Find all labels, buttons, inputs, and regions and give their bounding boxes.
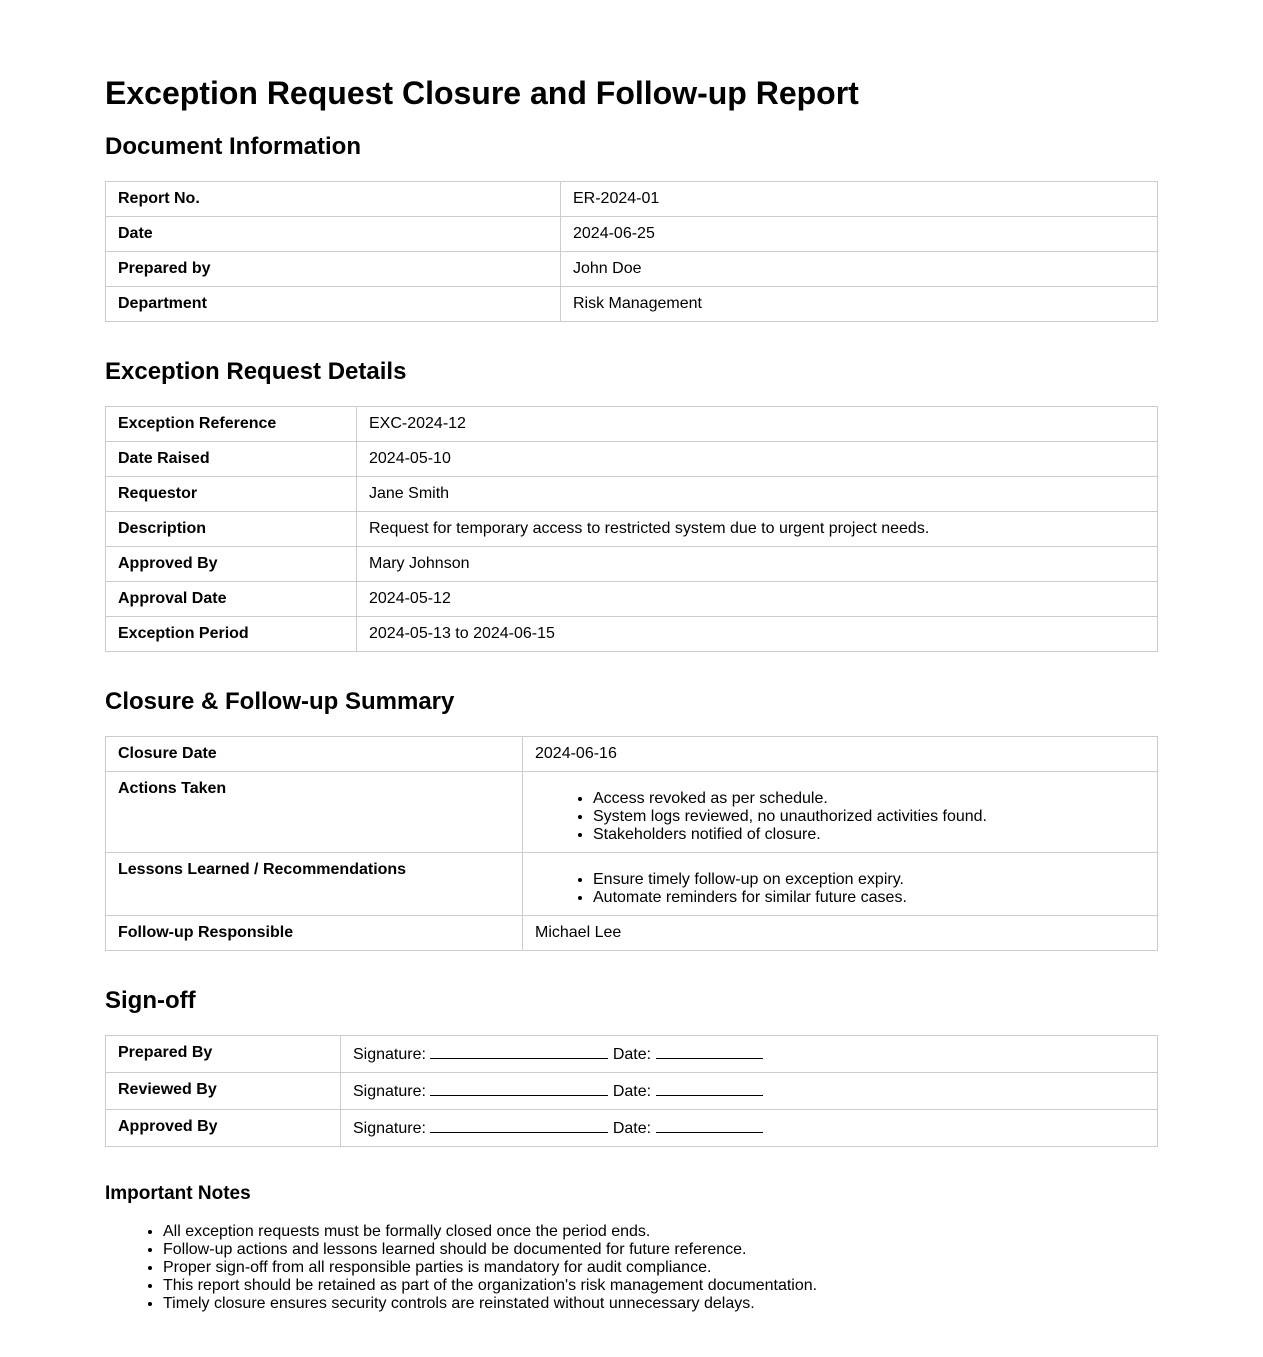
table-row — [106, 1073, 1158, 1110]
table-row — [106, 442, 1158, 477]
date-label: Date: — [612, 1120, 652, 1137]
list-item: • Access revoked as per schedule. — [593, 790, 1145, 808]
list-item: • All exception requests must be formally closed once the period ends. — [163, 1223, 1158, 1241]
exception-period-label: Exception Period — [106, 617, 357, 652]
list-item: • Automate reminders for similar future cases. — [593, 889, 1145, 907]
list-item: • System logs reviewed, no unauthorized activities found. — [593, 808, 1145, 826]
page-title: Exception Request Closure and Follow-up Report — [105, 75, 859, 111]
exception-period-value: 2024-05-13 to 2024-06-15 — [357, 617, 1158, 652]
date-label: Date — [106, 217, 561, 252]
requestor-label: Requestor — [106, 477, 357, 512]
signoff-approved-by-label: Approved By — [106, 1110, 341, 1147]
closure-date-label: Closure Date — [106, 737, 523, 772]
signature-label: Signature: — [353, 1120, 426, 1137]
table-row — [106, 1036, 1158, 1073]
exception-details-table — [105, 406, 1158, 652]
signature-label: Signature: — [353, 1046, 426, 1063]
table-row — [106, 916, 1158, 951]
report-page — [105, 0, 1158, 1313]
document-information-heading: Document Information — [105, 133, 361, 160]
description-value: Request for temporary access to restricted system due to urgent project needs. — [357, 512, 1158, 547]
department-value: Risk Management — [561, 287, 1158, 322]
actions-taken-cell — [523, 772, 1158, 853]
approval-date-label: Approval Date — [106, 582, 357, 617]
table-row — [106, 217, 1158, 252]
prepared-by-value: John Doe — [561, 252, 1158, 287]
report-no-value: ER-2024-01 — [561, 182, 1158, 217]
exception-reference-value: EXC-2024-12 — [357, 407, 1158, 442]
closure-date-value: 2024-06-16 — [523, 737, 1158, 772]
follow-up-responsible-value: Michael Lee — [523, 916, 1158, 951]
actions-taken-list — [535, 790, 1145, 844]
list-item: • Follow-up actions and lessons learned should be documented for future reference. — [163, 1241, 1158, 1259]
date-line[interactable] — [656, 1081, 763, 1096]
list-item: • Timely closure ensures security controls are reinstated without unnecessary delays. — [163, 1295, 1158, 1313]
table-row — [106, 182, 1158, 217]
prepared-by-label: Prepared by — [106, 252, 561, 287]
important-notes-list — [105, 1223, 1158, 1313]
table-row — [106, 617, 1158, 652]
date-label: Date: — [612, 1046, 652, 1063]
closure-summary-table — [105, 736, 1158, 951]
table-row — [106, 547, 1158, 582]
signature-line[interactable] — [430, 1081, 608, 1096]
table-row — [106, 252, 1158, 287]
date-raised-label: Date Raised — [106, 442, 357, 477]
signoff-prepared-by-label: Prepared By — [106, 1036, 341, 1073]
actions-taken-label: Actions Taken — [106, 772, 523, 853]
signoff-reviewed-by-fields — [341, 1073, 1158, 1110]
lessons-learned-label: Lessons Learned / Recommendations — [106, 853, 523, 916]
signoff-reviewed-by-label: Reviewed By — [106, 1073, 341, 1110]
table-row — [106, 772, 1158, 853]
approved-by-value: Mary Johnson — [357, 547, 1158, 582]
date-line[interactable] — [656, 1118, 763, 1133]
follow-up-responsible-label: Follow-up Responsible — [106, 916, 523, 951]
department-label: Department — [106, 287, 561, 322]
table-row — [106, 1110, 1158, 1147]
lessons-learned-cell — [523, 853, 1158, 916]
list-item: • Proper sign-off from all responsible parties is mandatory for audit compliance. — [163, 1259, 1158, 1277]
exception-reference-label: Exception Reference — [106, 407, 357, 442]
list-item: • Stakeholders notified of closure. — [593, 826, 1145, 844]
signoff-approved-by-fields — [341, 1110, 1158, 1147]
date-line[interactable] — [656, 1044, 763, 1059]
signoff-prepared-by-fields — [341, 1036, 1158, 1073]
table-row — [106, 737, 1158, 772]
date-raised-value: 2024-05-10 — [357, 442, 1158, 477]
closure-summary-heading: Closure & Follow-up Summary — [105, 688, 455, 715]
table-row — [106, 582, 1158, 617]
approval-date-value: 2024-05-12 — [357, 582, 1158, 617]
signature-line[interactable] — [430, 1044, 608, 1059]
report-no-label: Report No. — [106, 182, 561, 217]
description-label: Description — [106, 512, 357, 547]
document-information-table — [105, 181, 1158, 322]
list-item: • Ensure timely follow-up on exception expiry. — [593, 871, 1145, 889]
signature-label: Signature: — [353, 1083, 426, 1100]
lessons-learned-list — [535, 871, 1145, 907]
table-row — [106, 477, 1158, 512]
requestor-value: Jane Smith — [357, 477, 1158, 512]
approved-by-label: Approved By — [106, 547, 357, 582]
signoff-heading: Sign-off — [105, 987, 196, 1014]
important-notes-heading: Important Notes — [105, 1183, 251, 1204]
table-row — [106, 407, 1158, 442]
table-row — [106, 853, 1158, 916]
list-item: • This report should be retained as part of the organization's risk management documentation. — [163, 1277, 1158, 1295]
signoff-table — [105, 1035, 1158, 1147]
date-value: 2024-06-25 — [561, 217, 1158, 252]
signature-line[interactable] — [430, 1118, 608, 1133]
table-row — [106, 287, 1158, 322]
table-row — [106, 512, 1158, 547]
date-label: Date: — [612, 1083, 652, 1100]
exception-details-heading: Exception Request Details — [105, 358, 407, 385]
